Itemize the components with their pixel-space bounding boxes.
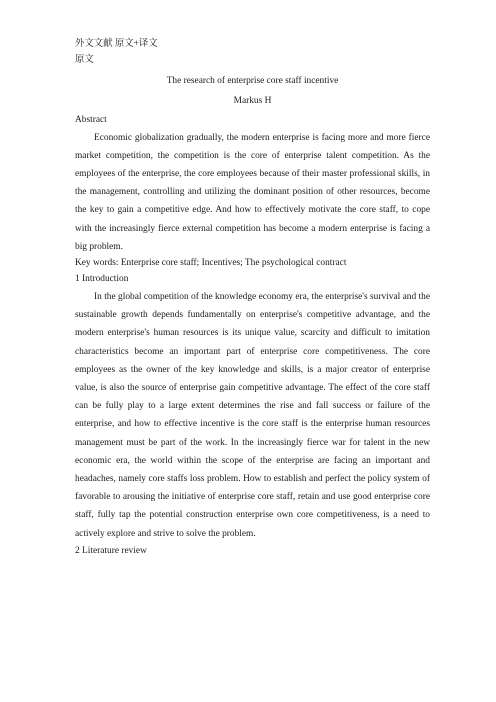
section-heading-literature-review: 2 Literature review [75, 545, 147, 556]
keywords-line: Key words: Enterprise core staff; Incentives; The psychological contract [75, 257, 347, 268]
paper-author: Markus H [233, 95, 272, 106]
introduction-paragraph: In the global competition of the knowledge economy era, the enterprise's survival and the sustainable growth depends fundamentally on enterprise's competitive advantage, and the modern enterprise's human resources is its unique value, scarcity and difficult to imitation characteristics become an important part of enterprise core competitiveness. The core employees as the owner of the key knowledge and skills, is a major creator of enterprise value, is also the source of enterprise gain competitive advantage. The effect of the core staff can be fully play to a large extent determines the rise and fall success or failure of the enterprise, and how to effective incentive is the core staff is the enterprise human resources management must be part of the work. In the increasingly fierce war for talent in the new economic era, the world within the scope of the enterprise are facing an important and headaches, namely core staffs loss problem. How to establish and perfect the policy system of favorable to arousing the initiative of enterprise core staff, retain and use good enterprise core staff, fully tap the potential construction enterprise own core competitiveness, is a need to actively explore and strive to solve the problem. [75, 291, 430, 539]
abstract-paragraph: Economic globalization gradually, the modern enterprise is facing more and more fierce market competition, the competition is the core of enterprise talent competition. As the employees of the enterprise, the core employees because of their master professional skills, in the management, controlling and utilizing the dominant position of other resources, become the key to gain a competitive edge. And how to effectively motivate the core staff, to cope with the increasingly fierce external competition has become a modern enterprise is facing a big problem. [75, 132, 430, 252]
paper-title: The research of enterprise core staff incentive [166, 76, 339, 86]
document-header-label: 外文文献 原文+译文 [75, 39, 158, 49]
original-text-label: 原文 [75, 54, 94, 65]
abstract-heading: Abstract [75, 115, 107, 125]
section-heading-introduction: 1 Introduction [75, 274, 129, 285]
